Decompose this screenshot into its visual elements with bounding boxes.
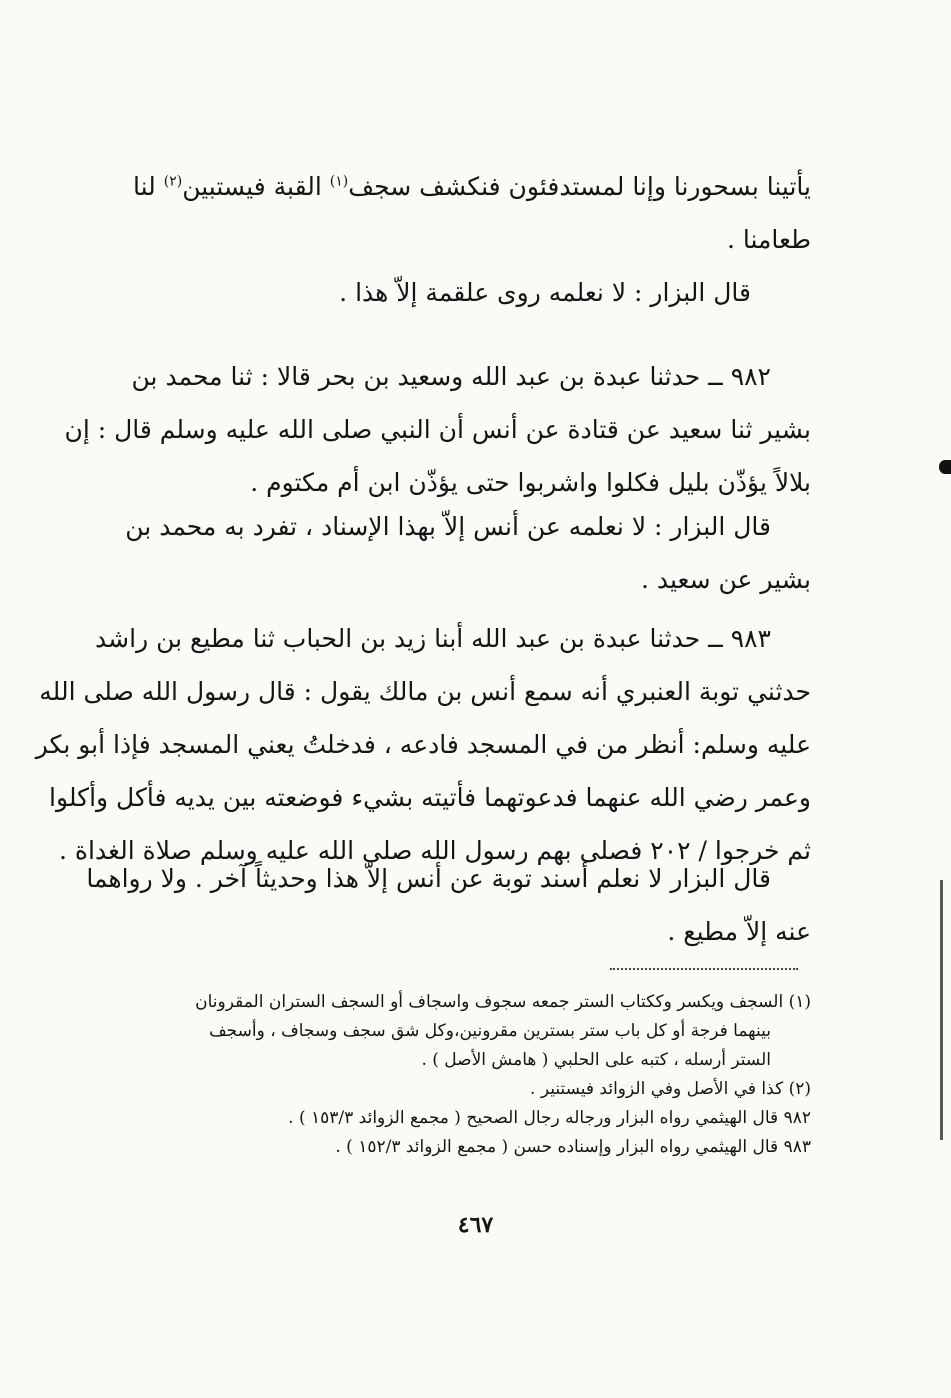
text-line: يأتينا بسحورنا وإنا لمستدفئون فنكشف سجف$^{(١)}$ القبة فيستبين$^{(٢)}$ لنا	[133, 172, 811, 201]
hadith-982	[64, 350, 811, 509]
text-line: قال البزار لا نعلم أسند توبة عن أنس إلاّ هذا وحديثاً آخر . ولا رواهما	[86, 864, 771, 893]
footnote-ref-1: (١)	[329, 173, 349, 190]
text-line: وعمر رضي الله عنهما فدعوتهما فأتيته بشيء فوضعته بين يديه فأكل وأكلوا	[49, 783, 811, 812]
footnote-divider	[610, 968, 798, 970]
text-line: طعامنا .	[726, 225, 811, 254]
text-line: قال البزار : لا نعلمه روى علقمة إلاّ هذا .	[339, 278, 751, 307]
text-line: حدثني توبة العنبري أنه سمع أنس بن مالك يقول : قال رسول الله صلى الله	[39, 677, 811, 706]
text-line: ٩٨٢ ــ حدثنا عبدة بن عبد الله وسعيد بن بحر قالا : ثنا محمد بن	[131, 362, 771, 391]
text-line: عليه وسلم: أنظر من في المسجد فادعه ، فدخلتُ يعني المسجد فإذا أبو بكر	[35, 730, 811, 759]
text-line: ثم خرجوا / ٢٠٢ فصلى بهم رسول الله صلى الله عليه وسلم صلاة الغداة .	[59, 836, 811, 865]
scan-edge-line	[940, 880, 943, 1140]
hadith-983	[35, 612, 811, 877]
footnote-ref-2: (٢)	[163, 173, 183, 190]
footnotes	[141, 988, 811, 1162]
text-line: ٩٨٣ ــ حدثنا عبدة بن عبد الله أبنا زيد بن الحباب ثنا مطيع بن راشد	[95, 624, 771, 653]
text-line: قال البزار : لا نعلمه عن أنس إلاّ بهذا الإسناد ، تفرد به محمد بن	[125, 512, 771, 541]
main-text	[133, 160, 811, 319]
footnote-3: ٩٨٢ قال الهيثمي رواه البزار ورجاله رجال الصحيح ( مجمع الزوائد ١٥٣/٣ ) .	[288, 1108, 811, 1128]
comment-983	[86, 852, 811, 958]
scan-mark	[939, 460, 951, 474]
page-number: ٤٦٧	[457, 1212, 494, 1238]
footnote-1-cont: بينهما فرجة أو كل باب ستر بسترين مقرونين،وكل شق سجف وسجاف ، وأسجف	[209, 1021, 771, 1041]
text-line: عنه إلاّ مطيع .	[667, 917, 811, 946]
text-line: بشير ثنا سعيد عن قتادة عن أنس أن النبي صلى الله عليه وسلم قال : إن	[64, 415, 811, 444]
text-line: بشير عن سعيد .	[640, 565, 811, 594]
comment-982	[125, 500, 811, 606]
footnote-4: ٩٨٣ قال الهيثمي رواه البزار وإسناده حسن ( مجمع الزوائد ١٥٢/٣ ) .	[335, 1137, 811, 1157]
footnote-2: (٢) كذا في الأصل وفي الزوائد فيستنير .	[530, 1079, 811, 1099]
footnote-1: (١) السجف ويكسر وككتاب الستر جمعه سجوف واسجاف أو السجف الستران المقرونان	[195, 992, 811, 1012]
footnote-1-cont: الستر أرسله ، كتبه على الحلبي ( هامش الأصل ) .	[421, 1050, 771, 1070]
text-line: بلالاً يؤذّن بليل فكلوا واشربوا حتى يؤذّن ابن أم مكتوم .	[250, 468, 811, 497]
